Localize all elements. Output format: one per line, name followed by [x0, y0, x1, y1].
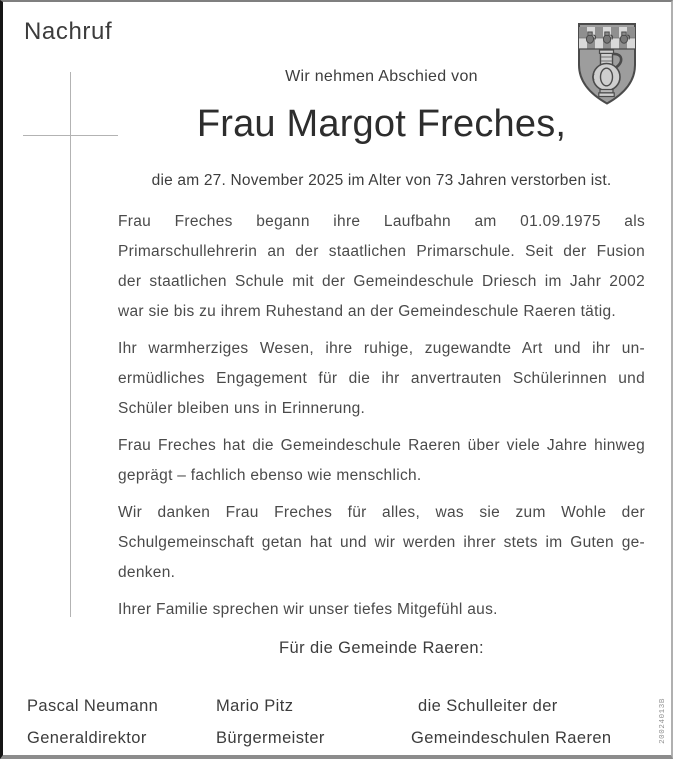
memorial-cross-vertical — [70, 72, 71, 617]
paragraph-line: geprägt – fachlich ebenso wie menschlich. — [118, 467, 422, 484]
paragraph-line: Schulgemeinschaft getan hat und wir werden ihrer stets im Guten ge- — [118, 534, 645, 551]
ad-id: 20024013B — [659, 698, 667, 744]
farewell-intro: Wir nehmen Abschied von — [285, 68, 478, 85]
signature-name: Mario Pitz — [216, 697, 294, 715]
paragraph-line: der staatlichen Schule mit der Gemeindeschule Driesch im Jahr 2002 — [118, 273, 645, 290]
paragraph-line: Schüler bleiben uns in Erinnerung. — [118, 400, 366, 417]
paragraph-line: Ihrer Familie sprechen wir unser tiefes Mitgefühl aus. — [118, 601, 498, 618]
deceased-name: Frau Margot Freches, — [196, 103, 567, 145]
section-label: Nachruf — [24, 18, 113, 45]
obituary-paragraph — [118, 334, 645, 424]
signature-title: Bürgermeister — [216, 729, 325, 747]
paragraph-line: Frau Freches begann ihre Laufbahn am 01.09.1975 als — [118, 213, 645, 230]
obituary-paragraph — [118, 431, 645, 491]
paragraph-line: Frau Freches hat die Gemeindeschule Raeren über viele Jahre hinweg — [118, 437, 645, 454]
signature-name: die Schulleiter der — [418, 697, 558, 715]
paragraph-line: Ihr warmherziges Wesen, ihre ruhige, zugewandte Art und ihr un- — [118, 340, 645, 357]
memorial-cross-horizontal — [23, 135, 118, 136]
paragraph-line: Primarschullehrerin an der staatlichen Primarschule. Seit der Fusion — [118, 243, 645, 260]
paragraph-line: ermüdliches Engagement für die ihr anvertrauten Schülerinnen und — [118, 370, 645, 387]
obituary-paragraph — [118, 498, 645, 588]
death-details: die am 27. November 2025 im Alter von 73 Jahren verstorben ist. — [151, 172, 612, 189]
obituary-paragraph — [118, 595, 645, 625]
signature-block — [27, 690, 158, 754]
signature-block — [411, 690, 612, 754]
obituary-paragraph — [118, 207, 645, 327]
obituary-content — [118, 68, 645, 658]
closing-line: Für die Gemeinde Raeren: — [279, 639, 484, 657]
paragraph-line: war sie bis zu ihrem Ruhestand an der Gemeindeschule Raeren tätig. — [118, 303, 616, 320]
signature-title: Gemeindeschulen Raeren — [411, 729, 612, 747]
paragraph-line: Wir danken Frau Freches für alles, was sie zum Wohle der — [118, 504, 645, 521]
signature-title: Generaldirektor — [27, 729, 147, 747]
obituary-body — [118, 207, 645, 625]
signature-name: Pascal Neumann — [27, 697, 159, 715]
signature-block — [216, 690, 325, 754]
paragraph-line: denken. — [118, 564, 176, 581]
